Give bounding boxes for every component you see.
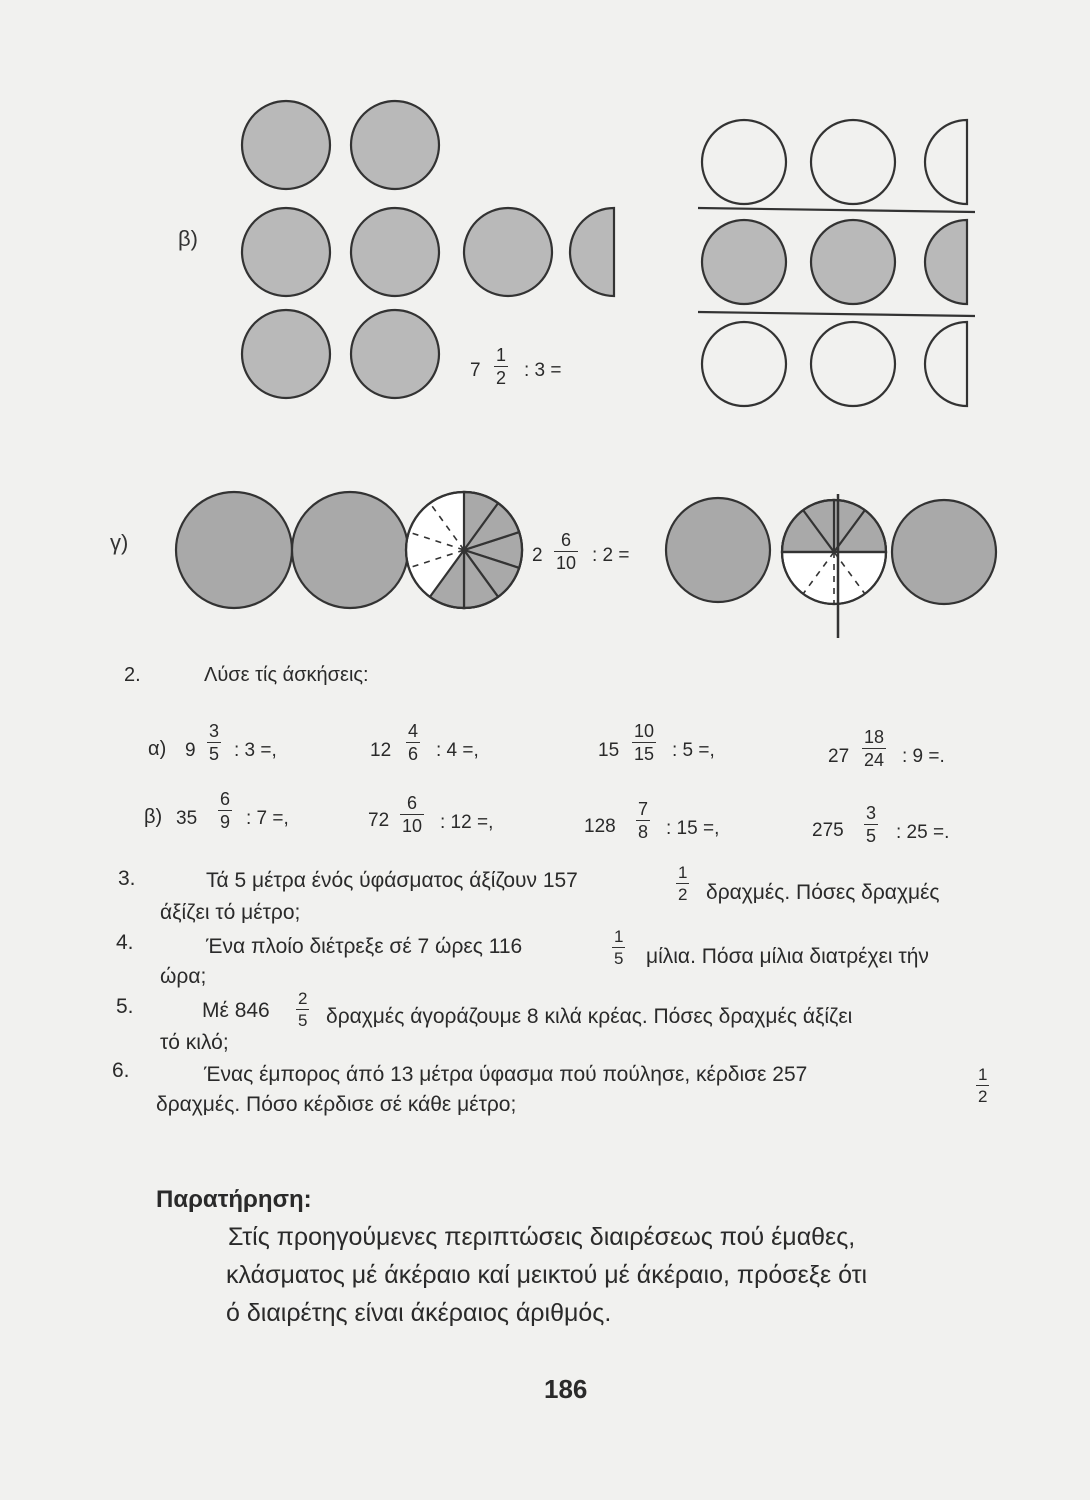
half-circle-empty — [925, 322, 967, 406]
whole-circle — [242, 310, 330, 398]
whole-circle — [292, 492, 408, 608]
section-c-figure — [0, 480, 1090, 680]
divider-line — [698, 208, 975, 212]
row-a-item-fraction: 18 24 — [864, 727, 885, 770]
row-a-item-rest: : 5 =, — [672, 740, 715, 761]
whole-circle — [351, 310, 439, 398]
row-a-item-whole: 12 — [370, 740, 392, 761]
row-b-item-whole: 72 — [368, 810, 390, 831]
problem-6-text-line2: δραχμές. Πόσο κέρδισε σέ κάθε μέτρο; — [156, 1093, 517, 1116]
note-line: ό διαιρέτης είναι άκέραιος άριθμός. — [226, 1299, 612, 1327]
empty-circle — [811, 322, 895, 406]
row-b-item-rest: : 15 =, — [666, 818, 720, 839]
whole-circle — [176, 492, 292, 608]
problem-4-text-cont: μίλια. Πόσα μίλια διατρέχει τήν — [646, 945, 929, 968]
row-a-item-whole: 15 — [598, 740, 620, 761]
row-a-item-rest: : 3 =, — [234, 740, 277, 761]
problem-4-fraction: 1 5 — [614, 927, 624, 968]
problem-5-number: 5. — [116, 995, 134, 1018]
fraction-circle-split — [782, 494, 886, 638]
whole-circle — [351, 208, 439, 296]
row-a-item-fraction: 10 15 — [634, 721, 655, 764]
row-b-item-fraction: 7 8 — [638, 799, 649, 842]
section-c-operator: : 2 = — [592, 545, 630, 566]
section-b-operator: : 3 = — [524, 360, 562, 381]
problem-3-text-line2: άξίζει τό μέτρο; — [160, 901, 301, 924]
problem-5-text: Μέ 846 — [202, 999, 270, 1022]
problem-4-text: Ένα πλοίο διέτρεξε σέ 7 ώρες 116 — [206, 935, 523, 958]
exercise-2-title: Λύσε τίς άσκήσεις: — [204, 664, 369, 686]
row-b-item-rest: : 7 =, — [246, 808, 289, 829]
note-line: Στίς προηγούμενες περιπτώσεις διαιρέσεως πού έμαθες, — [228, 1223, 856, 1251]
fraction-circle-6-10 — [406, 492, 522, 608]
row-b-item-rest: : 12 =, — [440, 812, 494, 833]
row-b-item-fraction: 3 5 — [866, 803, 877, 846]
problem-4-number: 4. — [116, 931, 134, 954]
half-circle-empty — [925, 120, 967, 204]
problem-5-fraction: 2 5 — [298, 989, 308, 1030]
problem-3-fraction: 1 2 — [678, 863, 688, 904]
row-a-item-fraction: 3 5 — [209, 721, 220, 764]
row-a-item-fraction: 4 6 — [408, 721, 419, 764]
problem-5-text-line2: τό κιλό; — [160, 1031, 229, 1054]
problem-6-number: 6. — [112, 1059, 130, 1082]
row-b-item-whole: 275 — [812, 820, 844, 841]
problem-6-fraction: 1 2 — [978, 1065, 988, 1106]
row-a-label: α) — [148, 738, 167, 760]
section-c-whole: 2 — [532, 545, 543, 566]
whole-circle — [464, 208, 552, 296]
row-a-item-rest: : 4 =, — [436, 740, 479, 761]
shaded-circle — [811, 220, 895, 304]
row-a-item-rest: : 9 =. — [902, 746, 945, 767]
section-b-equation: 7 — [470, 360, 481, 381]
empty-circle — [702, 120, 786, 204]
shaded-circle — [702, 220, 786, 304]
half-circle — [570, 208, 614, 296]
row-b-item-rest: : 25 =. — [896, 822, 950, 843]
row-b-label: β) — [144, 806, 163, 828]
note-line: κλάσματος μέ άκέραιο καί μεικτού μέ άκέραιο, πρόσεξε ότι — [226, 1261, 868, 1289]
row-b-item-fraction: 6 9 — [220, 789, 231, 832]
exercise-2-number: 2. — [124, 664, 141, 686]
empty-circle — [811, 120, 895, 204]
problem-3-text: Τά 5 μέτρα ένός ύφάσματος άξίζουν 157 — [206, 869, 578, 892]
whole-circle — [242, 101, 330, 189]
section-b-figure — [0, 0, 1090, 480]
section-b-label: β) — [178, 226, 198, 251]
row-a-item-whole: 9 — [185, 740, 196, 761]
whole-circle — [892, 500, 996, 604]
row-a-item-whole: 27 — [828, 746, 850, 767]
row-b-item-whole: 128 — [584, 816, 616, 837]
row-b-item-whole: 35 — [176, 808, 198, 829]
empty-circle — [702, 322, 786, 406]
section-c-label: γ) — [110, 530, 129, 555]
problem-6-text: Ένας έμπορος άπό 13 μέτρα ύφασμα πού πούλησε, κέρδισε 257 — [204, 1063, 808, 1086]
whole-circle — [242, 208, 330, 296]
row-b-item-fraction: 6 10 — [402, 793, 423, 836]
whole-circle — [351, 101, 439, 189]
section-b-fraction: 1 2 — [496, 345, 507, 388]
page-number: 186 — [544, 1374, 588, 1404]
whole-circle — [666, 498, 770, 602]
problem-3-text-cont: δραχμές. Πόσες δραχμές — [706, 881, 940, 904]
note-heading: Παρατήρηση: — [156, 1186, 312, 1213]
half-circle-shaded — [925, 220, 967, 304]
problem-4-text-line2: ώρα; — [160, 965, 207, 988]
divider-line — [698, 312, 975, 316]
section-c-fraction: 6 10 — [556, 530, 577, 573]
problem-5-text-cont: δραχμές άγοράζουμε 8 κιλά κρέας. Πόσες δραχμές άξίζει — [326, 1005, 853, 1028]
problem-3-number: 3. — [118, 867, 136, 890]
